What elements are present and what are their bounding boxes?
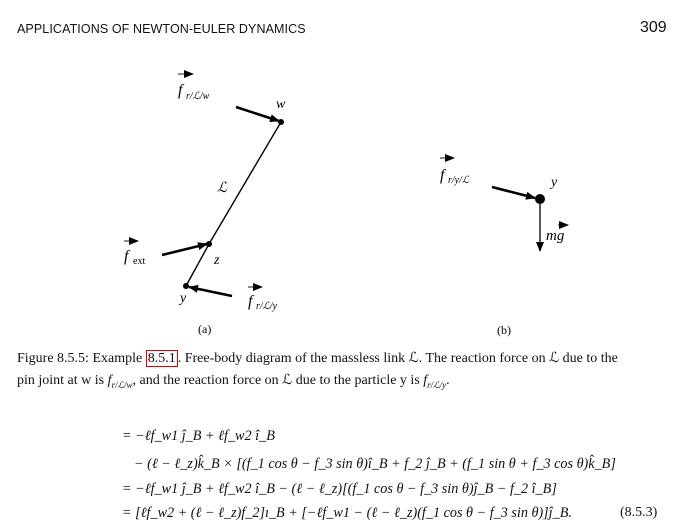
svg-text:ext: ext [133,256,146,267]
caption-line2-c: . [446,373,450,388]
svg-text:r/y/ℒ: r/y/ℒ [448,175,470,186]
gravity-label [546,225,568,244]
equation-line-4: = [ℓf_w2 + (ℓ − ℓ_z)f_2]ı_B + [−ℓf_w1 − (ℓ − ℓ_z)(f_1 cos θ − f_3 sin θ)]ĵ_B. [122,505,572,521]
caption-prefix: Figure 8.5.5: Example [17,351,146,366]
link-zy [186,244,209,286]
equation-line-3: = −ℓf_w1 ĵ_B + ℓf_w2 î_B − (ℓ − ℓ_z)[(f_1 cos θ − f_3 sin θ)ĵ_B − f_2 î_B] [122,481,557,497]
point-y-dot [183,283,189,289]
running-title: APPLICATIONS OF NEWTON-EULER DYNAMICS [17,22,306,36]
force-ext-label [124,241,145,267]
force-bottom-arrow [189,287,232,296]
equation-line-2: − (ℓ − ℓ_z)k̂_B × [(f_1 cos θ − f_3 sin θ)î_B + f_2 ĵ_B + (f_1 sin θ + f_3 cos θ)k̂_B] [134,456,616,472]
svg-text:f: f [178,82,183,99]
label-particle-y: y [551,175,558,190]
svg-text:r/ℒ/y: r/ℒ/y [256,301,278,312]
equation-line-1: = −ℓf_w1 ĵ_B + ℓf_w2 î_B [122,428,275,444]
particle-y-dot [535,194,545,204]
caption-line2-a: pin joint at w is [17,373,108,388]
example-ref-link[interactable]: 8.5.1 [147,351,176,366]
equation-number: (8.5.3) [620,505,658,520]
svg-text:f: f [124,248,129,265]
label-a: (a) [198,322,212,336]
label-w: w [276,97,286,112]
force-r-arrow [492,187,535,198]
force-top-arrow [236,107,279,121]
caption-rest: . Free-body diagram of the massless link ℒ. The reaction force on ℒ due to the [177,351,618,366]
label-z: z [214,253,220,268]
label-y: y [180,291,187,306]
force-bottom-label [248,287,278,312]
panel-a [124,74,286,336]
page-number: 309 [640,19,667,36]
caption-line2-b: , and the reaction force on ℒ due to the particle y is [132,373,424,388]
force-ext-arrow [162,244,207,255]
force-r-label [440,158,470,186]
force-top-label [178,74,210,102]
label-link: ℒ [217,181,228,196]
label-b: (b) [497,323,511,337]
svg-text:f: f [440,167,445,184]
svg-text:mg: mg [546,228,565,244]
figure-caption: Figure 8.5.5: Example 8.5.1 . Free-body diagram of the massless link ℒ. The reaction force on ℒ due to the pin joint at w is $f_{r/ℒ/w}$, and the reaction force on ℒ due to the particle y is $f_{r/ℒ/y}$. [17,351,618,390]
svg-text:f: f [248,293,253,310]
svg-text:r/ℒ/w: r/ℒ/w [186,91,210,102]
panel-b [440,158,568,337]
